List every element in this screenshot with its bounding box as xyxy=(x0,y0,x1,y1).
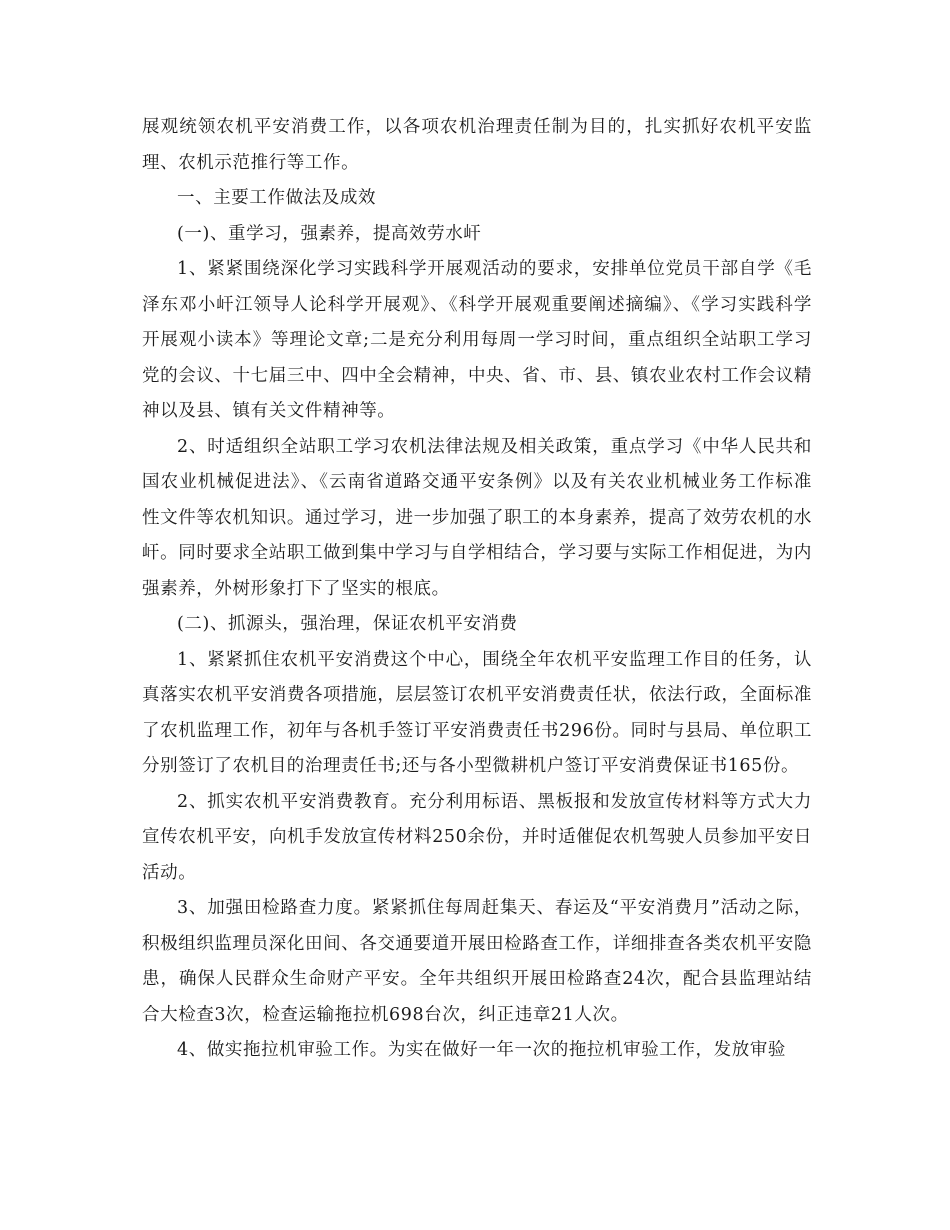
document-page xyxy=(142,110,812,1069)
paragraph-study-2: 2、时适组织全站职工学习农机法律法规及相关政策，重点学习《中华人民共和国农业机械促进法》、《云南省道路交通平安条例》以及有关农业机械业务工作标准性文件等农机知识。通过学习，进一步加强了职工的本身素养，提高了效劳农机的水屽。同时要求全站职工做到集中学习与自学相结合，学习要与实际工作相促进，为内强素养，外树形象打下了坚实的根底。 xyxy=(142,436,812,599)
paragraph-safety-4: 4、做实拖拉机审验工作。为实在做好一年一次的拖拉机审验工作，发放审验 xyxy=(177,1040,787,1060)
paragraph-safety-3: 3、加强田检路查力度。紧紧抓住每周赶集天、春运及“平安消费月”活动之际，积极组织监理员深化田间、各交通要道开展田检路查工作，详细排查各类农机平安隐患，确保人民群众生命财产平安。全年共组织开展田检路查24次，配合县监理站结合大检查3次，检查运输拖拉机698台次，纠正违章21人次。 xyxy=(142,898,812,1025)
paragraph-safety-1: 1、紧紧抓住农机平安消费这个中心，围绕全年农机平安监理工作目的任务，认真落实农机平安消费各项措施，层层签订农机平安消费责任状，依法行政，全面标准了农机监理工作，初年与各机手签订平安消费责任书296份。同时与县局、单位职工分别签订了农机目的治理责任书;还与各小型微耕机户签订平安消费保证书165份。 xyxy=(142,649,812,776)
paragraph-safety-2: 2、抓实农机平安消费教育。充分利用标语、黑板报和发放宣传材料等方式大力宣传农机平安，向机手发放宣传材料250余份，并时适催促农机驾驶人员参加平安日活动。 xyxy=(142,791,812,883)
subsection-heading-study: (一)、重学习，强素养，提高效劳水屽 xyxy=(177,223,482,244)
paragraph-study-1: 1、紧紧围绕深化学习实践科学开展观活动的要求，安排单位党员干部自学《毛泽东邓小屽江领导人论科学开展观》、《科学开展观重要阐述摘编》、《学习实践科学开展观小读本》等理论文章;二是充分利用每周一学习时间，重点组织全站职工学习党的会议、十七届三中、四中全会精神，中央、省、市、县、镇农业农村工作会议精神以及县、镇有关文件精神等。 xyxy=(142,259,812,421)
section-heading-main-work: 一、主要工作做法及成效 xyxy=(177,188,377,208)
subsection-heading-safety: (二)、抓源头，强治理，保证农机平安消费 xyxy=(177,614,518,634)
paragraph-intro-continuation: 展观统领农机平安消费工作，以各项农机治理责任制为目的，扎实抓好农机平安监理、农机示范推行等工作。 xyxy=(142,117,812,173)
